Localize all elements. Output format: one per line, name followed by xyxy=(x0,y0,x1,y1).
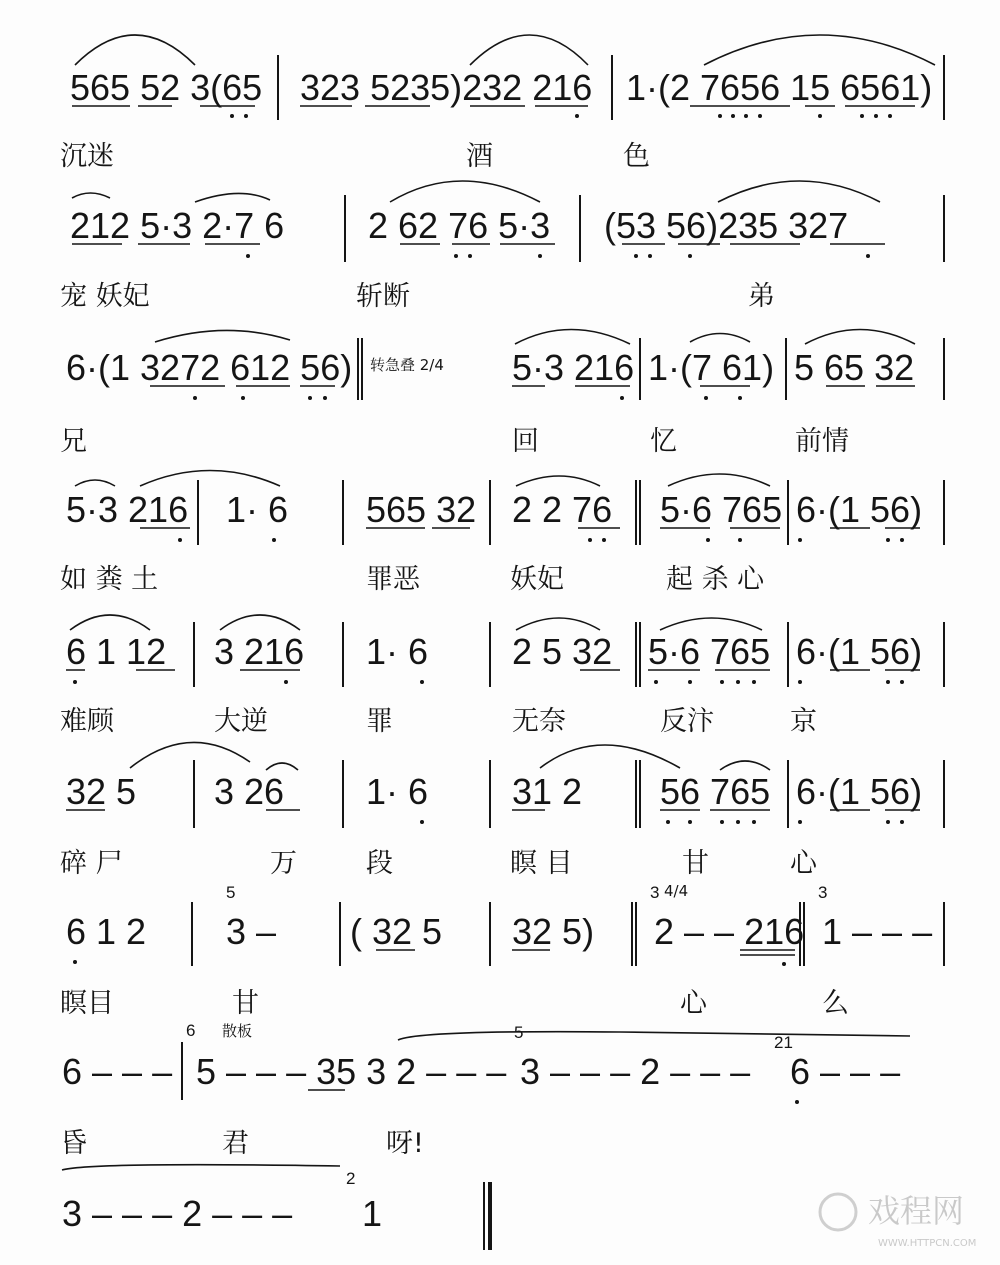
slur-arc xyxy=(540,745,680,768)
octave-dots xyxy=(73,960,786,966)
notes-row6-bar3: 1· 6 xyxy=(366,771,429,812)
slur-arc xyxy=(398,1032,910,1040)
notes-row8-part1: 6 – – – xyxy=(62,1051,173,1092)
octave-dots xyxy=(178,538,904,542)
notes-row6-bar4: 31 2 xyxy=(512,771,583,812)
notes-row4-bar2: 1· 6 xyxy=(226,489,289,530)
slur-arc xyxy=(690,334,750,343)
slur-arc xyxy=(516,476,600,486)
notes-row7-bar2: 3 – xyxy=(226,911,277,952)
lyric-row5-1: 难顾 xyxy=(60,706,114,737)
notes-row5-bar6: 6·(1 56) xyxy=(796,631,923,672)
notes-row5-bar4: 2 5 32 xyxy=(512,631,613,672)
lyric-row8-1: 昏 xyxy=(60,1128,87,1159)
lyric-row1-3: 色 xyxy=(623,141,650,172)
lyric-row2-1: 宠 妖妃 xyxy=(60,281,150,312)
slur-arc xyxy=(130,742,250,768)
slur-arc xyxy=(720,761,770,770)
notes-row7-bar1: 6 1 2 xyxy=(66,911,147,952)
lyric-row8-2: 君 xyxy=(222,1128,249,1159)
lyric-row5-3: 罪 xyxy=(366,706,393,737)
lyric-row4-2: 罪恶 xyxy=(366,564,420,595)
notes-row3-bar4: 5 65 32 xyxy=(794,347,915,388)
slur-arc xyxy=(155,330,290,342)
notes-row3-bar3: 1·(7 61) xyxy=(648,347,775,388)
staff-line-4 xyxy=(60,471,944,596)
grace-note: 3 xyxy=(650,883,660,902)
grace-note: 21 xyxy=(774,1033,793,1052)
watermark-brand: 戏程网 xyxy=(868,1192,965,1230)
grace-note: 5 xyxy=(514,1023,524,1042)
grace-note: 5 xyxy=(226,883,236,902)
notes-row9-part1: 3 – – – 2 – – – xyxy=(62,1193,293,1234)
meter-change: 4/4 xyxy=(664,882,689,900)
notes-row8-part3: 3 – – – 2 – – – xyxy=(520,1051,751,1092)
slur-arc xyxy=(75,35,195,65)
notes-row7-bar5: 2 – – 216 xyxy=(654,911,805,952)
staff-line-8 xyxy=(60,1021,910,1159)
staff-line-9 xyxy=(62,1165,490,1250)
slur-arc xyxy=(62,1165,340,1170)
notes-row1-bar3: 1·(2 7656 15 6561) xyxy=(626,67,933,108)
lyric-row5-2: 大逆 xyxy=(214,706,268,737)
notes-row4-bar5: 5·6 765 xyxy=(660,489,783,530)
lyric-row6-1: 碎 尸 xyxy=(60,848,123,879)
octave-dots xyxy=(73,680,904,684)
notes-row6-bar2: 3 26 xyxy=(214,771,285,812)
notes-row2-bar2: 2 62 76 5·3 xyxy=(368,205,551,246)
tempo-marking: 散板 xyxy=(222,1022,253,1040)
slur-arc xyxy=(390,181,540,202)
notes-row2-bar3: (53 56)235 327 xyxy=(604,205,849,246)
lyric-row5-4: 无奈 xyxy=(512,706,566,737)
lyric-row4-1: 如 粪 土 xyxy=(60,564,159,595)
lyric-row6-3: 段 xyxy=(366,848,393,879)
lyric-row6-5: 甘 xyxy=(682,848,709,879)
slur-arc xyxy=(70,615,150,630)
slur-arc xyxy=(470,35,588,65)
staff-line-6 xyxy=(60,742,944,879)
notes-row6-bar6: 6·(1 56) xyxy=(796,771,923,812)
notes-row7-bar6: 1 – – – xyxy=(822,911,933,952)
octave-dots xyxy=(420,820,904,824)
slur-arc xyxy=(266,763,298,770)
lyric-row1-2: 酒 xyxy=(466,141,493,172)
lyric-row1-1: 沉迷 xyxy=(60,141,114,172)
lyric-row7-4: 么 xyxy=(822,988,849,1019)
notes-row6-bar1: 32 5 xyxy=(66,771,137,812)
lyric-row5-5: 反汴 xyxy=(660,706,714,737)
lyric-row3-1: 兄 xyxy=(60,426,87,457)
grace-note: 6 xyxy=(186,1021,196,1040)
notes-row5-bar5: 5·6 765 xyxy=(648,631,771,672)
notes-row5-bar3: 1· 6 xyxy=(366,631,429,672)
notes-row4-bar4: 2 2 76 xyxy=(512,489,613,530)
notes-row4-bar6: 6·(1 56) xyxy=(796,489,923,530)
notes-row3-bar2: 5·3 216 xyxy=(512,347,635,388)
notes-row9-part2: 1 xyxy=(362,1193,383,1234)
notes-row1-bar1: 565 52 3(65 xyxy=(70,67,263,108)
watermark xyxy=(820,1192,976,1249)
staff-line-5 xyxy=(60,615,944,737)
slur-arc xyxy=(72,193,110,198)
watermark-url: WWW.HTTPCN.COM xyxy=(878,1238,977,1249)
notes-row3-bar1: 6·(1 3272 612 56) xyxy=(66,347,353,388)
lyric-row5-6: 京 xyxy=(790,706,817,737)
notes-row7-bar3: ( 32 5 xyxy=(350,911,443,952)
notes-row4-bar1: 5·3 216 xyxy=(66,489,189,530)
lyric-row2-3: 弟 xyxy=(748,281,775,312)
octave-dot xyxy=(795,1100,799,1104)
slur-arc xyxy=(718,181,880,202)
grace-note: 3 xyxy=(818,883,828,902)
lyric-row7-3: 心 xyxy=(680,988,707,1019)
notes-row6-bar5: 56 765 xyxy=(660,771,771,812)
lyric-row3-2: 回 xyxy=(512,426,539,457)
octave-dots xyxy=(230,114,892,118)
slur-arc xyxy=(704,35,935,65)
lyric-row8-3: 呀! xyxy=(386,1128,424,1159)
staff-line-3 xyxy=(60,330,944,458)
notes-row8-part2: 5 – – – 35 3 2 – – – xyxy=(196,1051,507,1092)
staff-line-7 xyxy=(60,882,944,1019)
notes-row5-bar2: 3 216 xyxy=(214,631,305,672)
lyric-row2-2: 斩断 xyxy=(356,281,410,312)
slur-arc xyxy=(195,193,270,202)
slur-arc xyxy=(805,330,915,345)
staff-line-2 xyxy=(60,181,944,312)
watermark-logo-icon xyxy=(820,1194,856,1230)
notes-row2-bar1: 212 5·3 2·7 6 xyxy=(70,205,285,246)
notes-row5-bar1: 6 1 12 xyxy=(66,631,167,672)
slur-arc xyxy=(516,618,600,630)
octave-dots xyxy=(193,396,742,400)
slur-arc xyxy=(660,618,762,630)
lyric-row6-4: 瞑 目 xyxy=(510,848,573,879)
lyric-row4-4: 起 杀 心 xyxy=(666,564,765,595)
lyric-row4-3: 妖妃 xyxy=(510,564,564,595)
slur-arc xyxy=(140,471,280,487)
notes-row8-part4: 6 – – – xyxy=(790,1051,901,1092)
lyric-row7-1: 瞑目 xyxy=(60,988,114,1019)
lyric-row3-3: 忆 xyxy=(650,426,677,457)
lyric-row7-2: 甘 xyxy=(232,988,259,1019)
tempo-marking: 转急叠 2/4 xyxy=(370,356,444,374)
slur-arc xyxy=(668,474,770,486)
notes-row7-bar4: 32 5) xyxy=(512,911,595,952)
slur-arc xyxy=(515,330,630,345)
octave-dots xyxy=(246,254,870,258)
lyric-row6-2: 万 xyxy=(270,848,297,879)
grace-note: 2 xyxy=(346,1169,356,1188)
lyric-row3-4: 前情 xyxy=(795,426,849,457)
staff-line-1 xyxy=(60,35,944,172)
slur-arc xyxy=(75,480,115,486)
lyric-row6-6: 心 xyxy=(790,848,817,879)
notes-row1-bar2: 323 5235)232 216 xyxy=(300,67,593,108)
slur-arc xyxy=(220,615,300,630)
notes-row4-bar3: 565 32 xyxy=(366,489,477,530)
